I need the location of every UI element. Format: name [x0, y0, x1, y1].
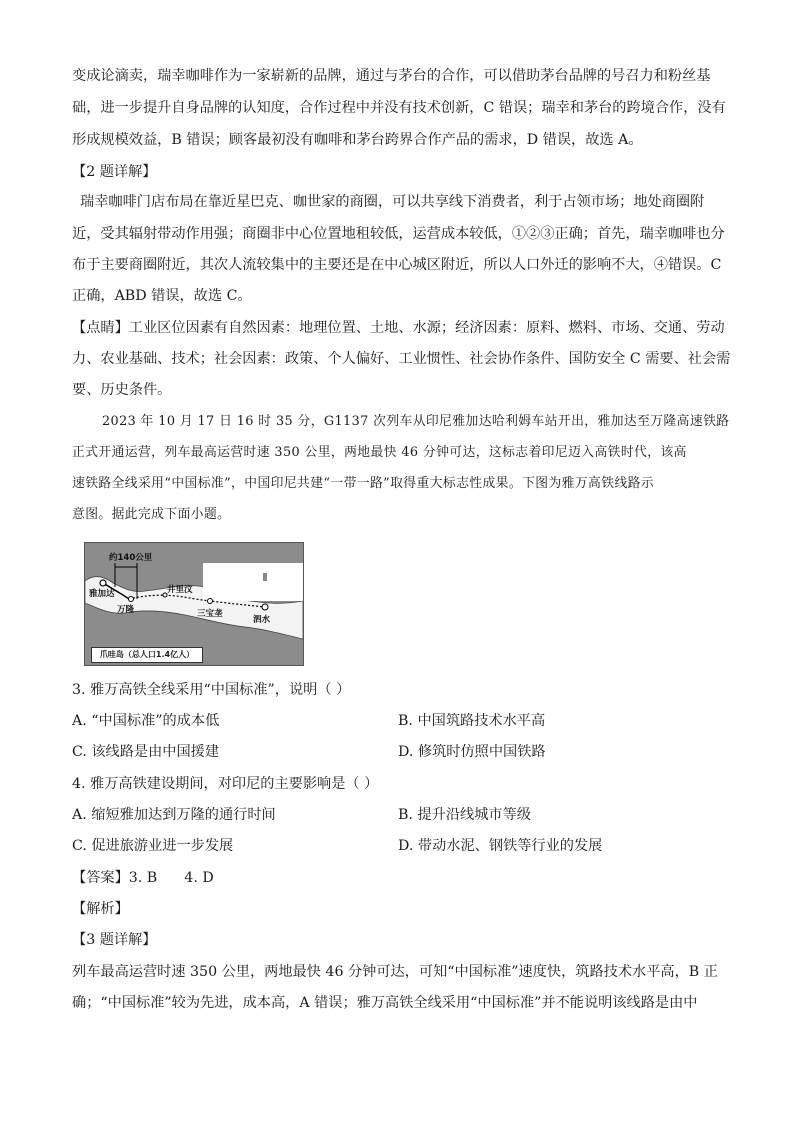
question-4-stem: 4. 雅万高铁建设期间，对印尼的主要影响是（ ） [72, 776, 379, 792]
paragraph-line: 速铁路全线采用“中国标准”，中国印尼共建“一带一路”取得重大标志性成果。下图为雅万高铁线路示 [72, 476, 655, 491]
analysis-heading: 【解析】 [72, 901, 129, 917]
city-label-bandung: 万隆 [117, 605, 135, 615]
paragraph-line: 列车最高运营时速 350 公里，两地最快 46 分钟可达，可知“中国标准”速度快，筑路技术水平高，B 正 [72, 964, 718, 980]
railway-map [84, 542, 304, 666]
paragraph-line: 正确，ABD 错误，故选 C。 [72, 288, 252, 304]
question-3-stem: 3. 雅万高铁全线采用“中国标准”，说明（ ） [72, 682, 351, 698]
answer-label: 【答案】 [72, 870, 129, 886]
answer-value: 3. B 4. D [128, 870, 214, 886]
city-label-surabaya: 泗水 [253, 615, 271, 625]
q4-option-d: D. 带动水泥、钢铁等行业的发展 [398, 838, 603, 854]
city-label-jakarta: 雅加达 [89, 589, 115, 599]
city-label-semarang: 三宝垄 [197, 609, 223, 619]
q3-option-c: C. 该线路是由中国援建 [72, 744, 220, 760]
paragraph-line: 【点睛】工业区位因素有自然因素：地理位置、土地、水源；经济因素：原料、燃料、市场、交通、劳动 [72, 320, 725, 336]
paragraph-line: 瑞幸咖啡门店布局在靠近星巴克、咖世家的商圈，可以共享线下消费者，利于占领市场；地处商圈附 [80, 194, 705, 210]
q4-option-b: B. 提升沿线城市等级 [398, 807, 531, 823]
paragraph-line: 础，进一步提升自身品牌的认知度，合作过程中并没有技术创新，C 错误；瑞幸和茅台的跨境合作，没有 [72, 100, 726, 116]
city-label-cirebon: 井里汶 [167, 585, 193, 595]
paragraph-line: 2023 年 10 月 17 日 16 时 35 分，G1137 次列车从印尼雅加达哈利姆车站开出，雅加达至万隆高速铁路 [102, 414, 730, 429]
q4-option-a: A. 缩短雅加达到万隆的通行时间 [72, 807, 276, 823]
paragraph-line: 力、农业基础、技术；社会因素：政策、个人偏好、工业惯性、社会协作条件、国防安全 C 需要、社会需 [72, 351, 731, 367]
paragraph-line: 形成规模效益，B 错误；顾客最初没有咖啡和茅台跨界合作产品的需求，D 错误，故选 A。 [72, 132, 643, 148]
paragraph-line: 正式开通运营，列车最高运营时速 350 公里，两地最快 46 分钟可达，这标志着印尼迈入高铁时代，该高 [72, 445, 687, 460]
q4-option-c: C. 促进旅游业进一步发展 [72, 838, 234, 854]
q3-option-d: D. 修筑时仿照中国铁路 [398, 744, 546, 760]
paragraph-line: 确；“中国标准”较为先进，成本高，A 错误；雅万高铁全线采用“中国标准”并不能说明该线路是由中 [72, 995, 698, 1011]
section-heading: 【2 题详解】 [72, 164, 157, 180]
paragraph-line: 变成论滴卖，瑞幸咖啡作为一家崭新的品牌，通过与茅台的合作，可以借助茅台品牌的号召力和粉丝基 [72, 68, 711, 84]
paragraph-line: 布于主要商圈附近，其次人流较集中的主要还是在中心城区附近，所以人口外迁的影响不大，④错误。C [72, 257, 722, 273]
map-legend: 爪哇岛（总人口1.4亿人） [91, 647, 203, 663]
answer-line [72, 868, 722, 888]
distance-label: 约140公里 [109, 553, 153, 563]
q3-option-a: A. “中国标准”的成本低 [72, 713, 220, 729]
section-heading: 【3 题详解】 [72, 932, 157, 948]
q3-option-b: B. 中国筑路技术水平高 [398, 713, 546, 729]
paragraph-line: 近，受其辐射带动作用强；商圈非中心位置地租较低，运营成本较低，①②③正确；首先，瑞幸咖啡也分 [72, 226, 725, 242]
paragraph-line: 意图。据此完成下面小题。 [72, 507, 231, 522]
paragraph-line: 要、历史条件。 [72, 382, 172, 398]
